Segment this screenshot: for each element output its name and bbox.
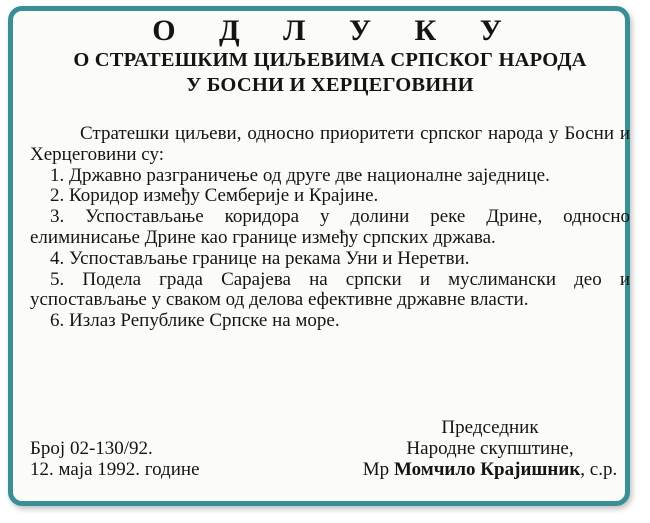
decision-document [30, 14, 630, 480]
intro-paragraph: Стратешки циљеви, односно приоритети српског народа у Босни и Херцеговини су: [30, 123, 630, 165]
document-subtitle-line2: У БОСНИ И ХЕРЦЕГОВИНИ [186, 74, 474, 96]
document-date: 12. маја 1992. године [30, 458, 200, 480]
name-suffix: , с.р. [580, 458, 618, 480]
objective-item-2: 2. Коридор између Семберије и Крајине. [50, 185, 379, 207]
document-title: О Д Л У К У [152, 14, 520, 47]
name-prefix: Мр [362, 458, 390, 480]
signatory-role-line1: Председник [441, 417, 539, 438]
signature-block [30, 418, 630, 480]
objective-item-5: 5. Подела града Сарајева на српски и муслимански део и успостављање у сваком од делова ефективне државне власти. [30, 268, 630, 311]
document-subtitle-line1: О СТРАТЕШКИМ ЦИЉЕВИМА СРПСКОГ НАРОДА [73, 49, 587, 71]
document-number: Број 02-130/92. [30, 437, 153, 459]
objective-item-6: 6. Излаз Републике Српске на море. [50, 310, 340, 332]
document-body [30, 124, 630, 332]
objective-item-3: 3. Успостављање коридора у долини реке Дрине, односно елиминисање Дрине као границе између српских држава. [30, 206, 630, 248]
signatory-name: Момчило Крајишник [393, 458, 581, 480]
signatory-role-line2: Народне скупштине, [406, 437, 574, 459]
objective-item-4: 4. Успостављање границе на рекама Уни и Неретви. [50, 247, 470, 269]
signatory-name-line [350, 460, 630, 481]
objective-item-1: 1. Државно разграничење од друге две националне заједнице. [50, 164, 550, 186]
